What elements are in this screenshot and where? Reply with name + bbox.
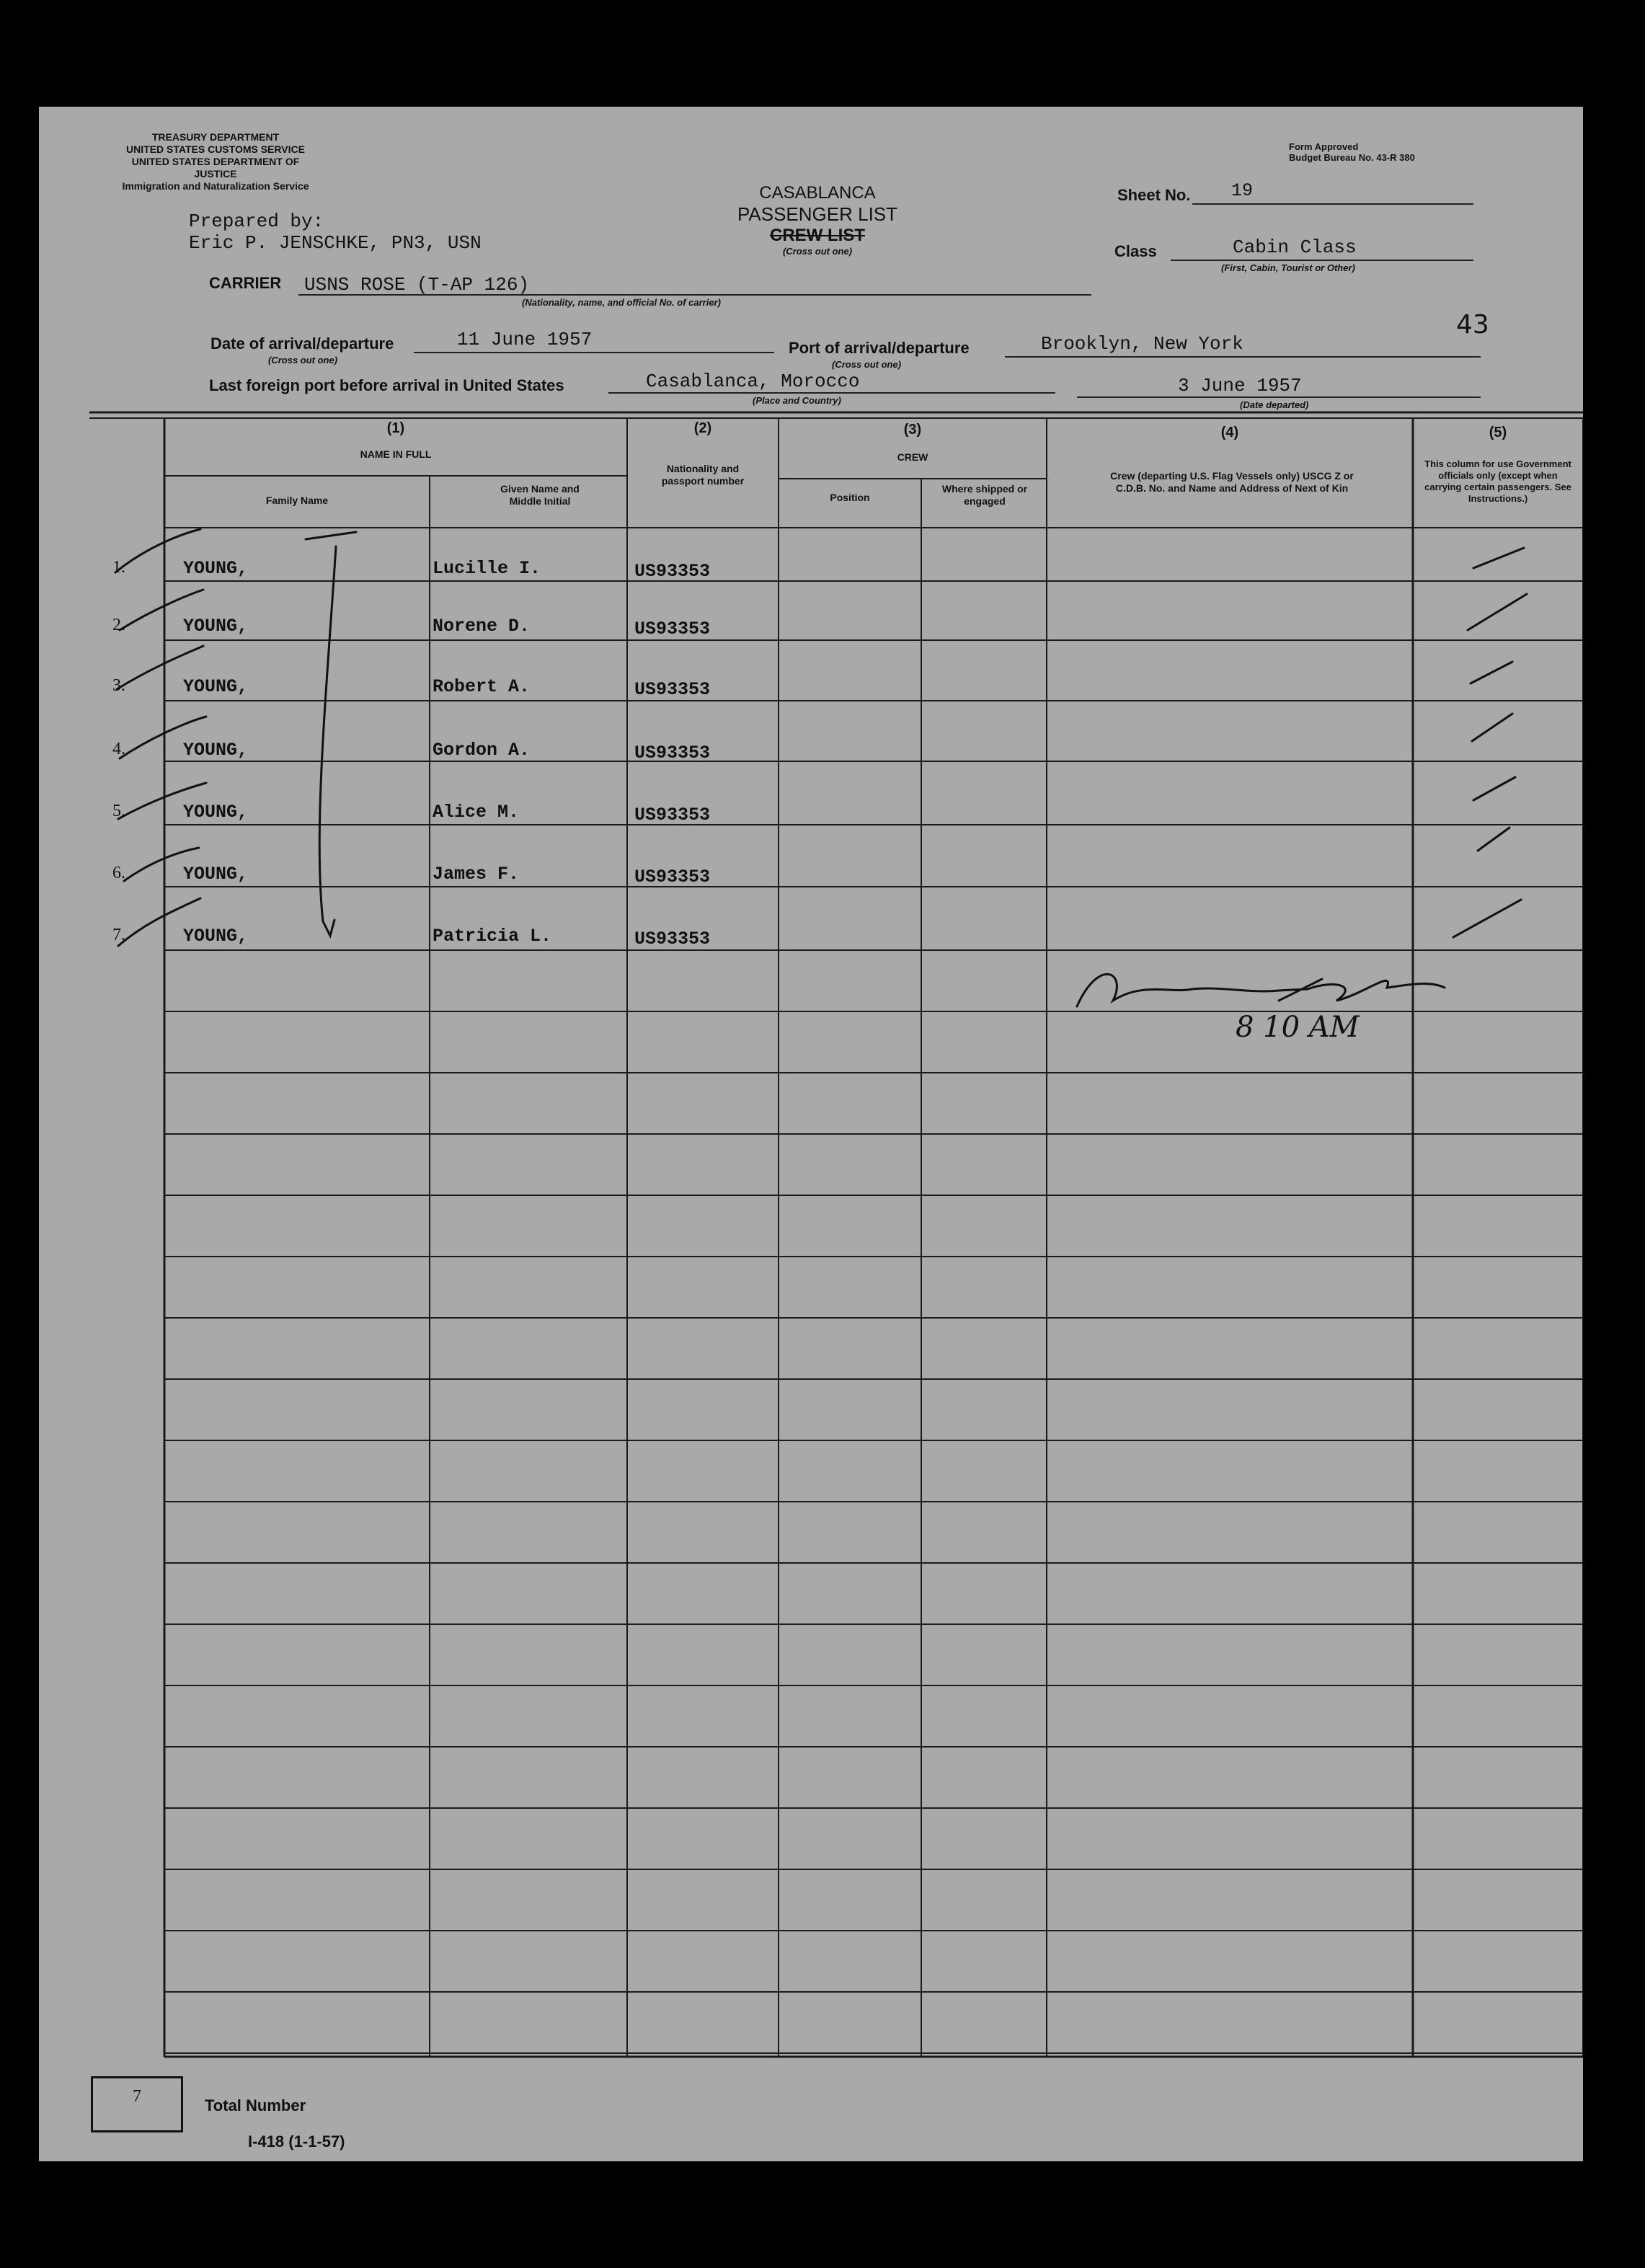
- passport-cell: US93353: [634, 743, 711, 763]
- given-name-cell: Lucille I.: [433, 558, 541, 579]
- given-name-cell: Norene D.: [433, 616, 531, 637]
- last-port-value: Casablanca, Morocco: [646, 371, 860, 392]
- row-number: 2.: [112, 616, 125, 634]
- family-name-cell: YOUNG,: [183, 802, 249, 823]
- col2-title: Nationality and passport number: [661, 463, 745, 487]
- agency-line-2: UNITED STATES CUSTOMS SERVICE: [126, 143, 305, 155]
- sheet-value: 19: [1231, 180, 1254, 201]
- family-name-cell: YOUNG,: [183, 558, 249, 579]
- row-number: 1.: [112, 558, 125, 577]
- family-name-cell: YOUNG,: [183, 616, 249, 637]
- col2-number: (2): [693, 420, 712, 436]
- col3-number: (3): [903, 422, 922, 438]
- col1-title: NAME IN FULL: [360, 448, 432, 460]
- port-label: Port of arrival/departure: [789, 339, 970, 357]
- last-port-label: Last foreign port before arrival in United States: [209, 376, 564, 394]
- class-caption: (First, Cabin, Tourist or Other): [1221, 262, 1355, 273]
- budget-bureau-text: Budget Bureau No. 43-R 380: [1289, 152, 1415, 163]
- row-number: 5.: [112, 802, 125, 820]
- position-header: Position: [830, 492, 870, 503]
- date-departed-value: 3 June 1957: [1178, 375, 1302, 397]
- col5-number: (5): [1489, 425, 1507, 440]
- date-value: 11 June 1957: [457, 329, 593, 350]
- prepared-by-label: Prepared by:: [189, 211, 324, 232]
- given-name-cell: Patricia L.: [433, 926, 552, 947]
- shipped-header: Where shipped or engaged: [941, 483, 1028, 507]
- carrier-caption: (Nationality, name, and official No. of carrier): [522, 297, 721, 308]
- row-number: 7.: [112, 926, 125, 944]
- col3-title: CREW: [897, 451, 928, 463]
- given-name-header: Given Name and Middle Initial: [500, 483, 580, 507]
- passenger-list-form: [39, 107, 1583, 2161]
- annotation-time: 8 10 AM: [1236, 1011, 1360, 1044]
- agency-line-3: UNITED STATES DEPARTMENT OF JUSTICE: [131, 156, 300, 180]
- form-number: I-418 (1-1-57): [248, 2132, 345, 2150]
- page-number: 43: [1456, 310, 1489, 340]
- family-name-cell: YOUNG,: [183, 926, 249, 947]
- carrier-value: USNS ROSE (T-AP 126): [304, 274, 530, 296]
- total-number-label: Total Number: [205, 2096, 306, 2114]
- family-name-header: Family Name: [265, 495, 329, 506]
- agency-line-4: Immigration and Naturalization Service: [122, 180, 309, 192]
- port-caption: (Cross out one): [832, 359, 902, 370]
- prepared-by-value: Eric P. JENSCHKE, PN3, USN: [189, 232, 482, 254]
- title-city: CASABLANCA: [759, 183, 876, 203]
- passport-cell: US93353: [634, 805, 711, 825]
- title-caption: (Cross out one): [782, 246, 853, 257]
- given-name-cell: Gordon A.: [433, 740, 531, 761]
- form-approved-text: Form Approved: [1289, 141, 1359, 152]
- passport-cell: US93353: [634, 619, 711, 639]
- row-number: 4.: [112, 740, 125, 758]
- sheet-label: Sheet No.: [1117, 186, 1191, 204]
- family-name-cell: YOUNG,: [183, 864, 249, 885]
- given-name-cell: Alice M.: [433, 802, 520, 823]
- agency-line-1: TREASURY DEPARTMENT: [151, 131, 280, 143]
- col4-number: (4): [1220, 425, 1239, 440]
- passport-cell: US93353: [634, 679, 711, 700]
- given-name-cell: Robert A.: [433, 676, 531, 697]
- date-departed-caption: (Date departed): [1240, 399, 1309, 410]
- date-caption: (Cross out one): [268, 355, 338, 366]
- carrier-label: CARRIER: [209, 274, 282, 292]
- col5-title: This column for use Government officials only (except when carrying certain passengers. See Instructions.): [1424, 459, 1571, 504]
- family-name-cell: YOUNG,: [183, 740, 249, 761]
- total-number-box: [91, 2076, 183, 2132]
- passport-cell: US93353: [634, 867, 711, 887]
- total-number-value: 7: [133, 2087, 141, 2106]
- title-crew-list: CREW LIST: [770, 226, 865, 245]
- class-value: Cabin Class: [1233, 236, 1357, 258]
- row-number: 6.: [112, 864, 125, 882]
- handwritten-marks: [39, 107, 1583, 2161]
- date-label: Date of arrival/departure: [210, 335, 394, 353]
- last-port-caption: (Place and Country): [753, 395, 841, 406]
- class-label: Class: [1114, 242, 1157, 260]
- row-number: 3.: [112, 676, 125, 695]
- title-passenger-list: PASSENGER LIST: [737, 203, 898, 225]
- col1-number: (1): [386, 420, 405, 436]
- family-name-cell: YOUNG,: [183, 676, 249, 697]
- passport-cell: US93353: [634, 929, 711, 949]
- port-value: Brooklyn, New York: [1041, 333, 1243, 355]
- col4-title: Crew (departing U.S. Flag Vessels only) USCG Z or C.D.B. No. and Name and Address of Next of Kin: [1110, 470, 1354, 494]
- given-name-cell: James F.: [433, 864, 520, 885]
- passport-cell: US93353: [634, 561, 711, 582]
